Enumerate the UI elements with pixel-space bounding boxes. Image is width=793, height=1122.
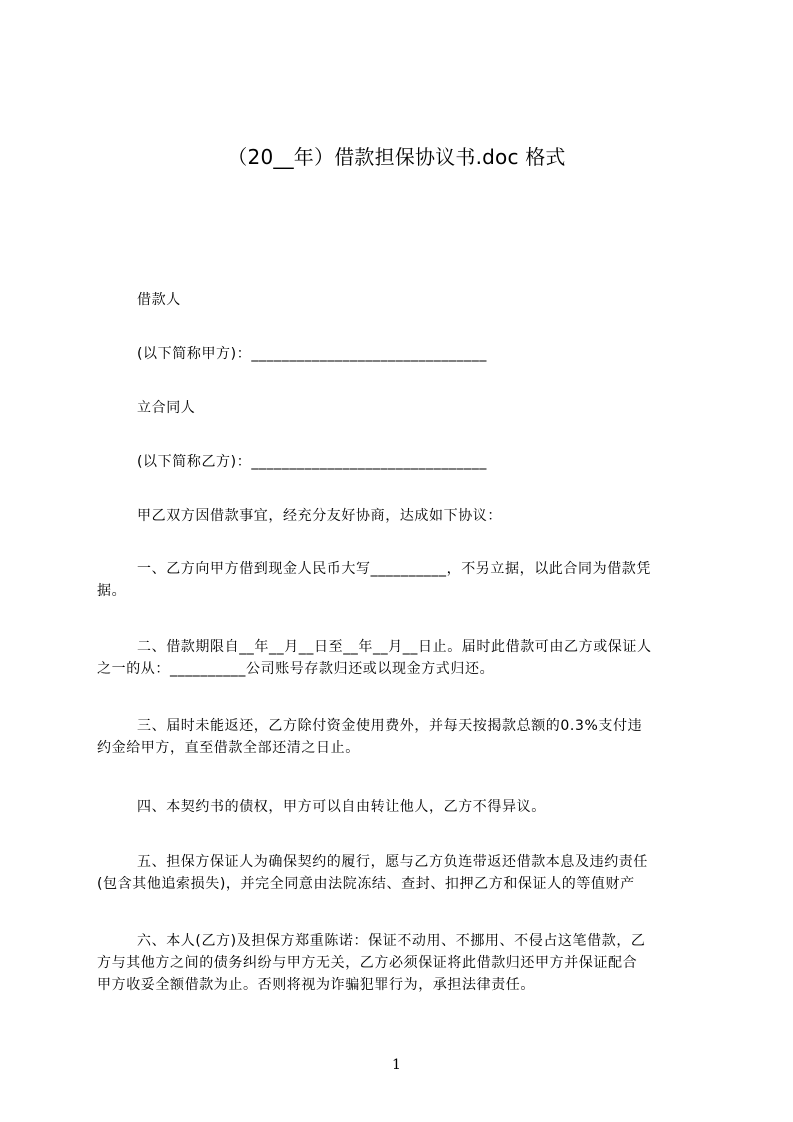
clause-3-line-1: 三、届时未能返还，乙方除付资金使用费外，并每天按揭款总额的0.3%支付违 (137, 718, 643, 734)
co-contractor-label: 立合同人 (137, 400, 196, 416)
clause-3-line-2: 约金给甲方，直至借款全部还清之日止。 (97, 740, 360, 756)
intro-text: 甲乙双方因借款事宜，经充分友好协商，达成如下协议： (137, 508, 502, 524)
clause-4-line-1: 四、本契约书的债权，甲方可以自由转让他人，乙方不得异议。 (137, 799, 546, 815)
borrower-label: 借款人 (137, 292, 181, 308)
borrower-label-paragraph (97, 289, 704, 311)
clause-5-line-1: 五、担保方保证人为确保契约的履行，愿与乙方负连带返还借款本息及违约责任 (137, 854, 648, 870)
clause-1-line-2: 据。 (97, 583, 127, 599)
document-title: （20__年）借款担保协议书.doc 格式 (227, 145, 566, 169)
clause-1-line-1: 一、乙方向甲方借到现金人民币大写__________，不另立据，以此合同为借款凭 (137, 561, 651, 577)
clause-6-line-1: 六、本人(乙方)及担保方郑重陈诺：保证不动用、不挪用、不侵占这笔借款，乙 (137, 933, 646, 949)
clause-1 (97, 558, 704, 602)
clause-2-line-1: 二、借款期限自__年__月__日至__年__月__日止。届时此借款可由乙方或保证人 (137, 639, 652, 655)
clause-5 (97, 851, 704, 895)
clause-4 (97, 796, 704, 818)
borrower-abbrev-paragraph (97, 343, 704, 365)
borrower-abbrev: (以下简称甲方)：_______________________________ (137, 346, 487, 362)
page-number: 1 (392, 1057, 401, 1073)
clause-6-line-3: 甲方收妥全额借款为止。否则将视为诈骗犯罪行为，承担法律责任。 (97, 977, 535, 993)
clause-2-line-2: 之一的从：__________公司账号存款归还或以现金方式归还。 (97, 661, 495, 677)
clause-5-line-2: (包含其他追索损失)，并完全同意由法院冻结、查封、扣押乙方和保证人的等值财产 (97, 876, 635, 892)
clause-6 (97, 930, 704, 996)
clause-3 (97, 715, 704, 759)
co-contractor-abbrev-paragraph (97, 451, 704, 473)
co-contractor-abbrev: (以下简称乙方)：_______________________________ (137, 454, 487, 470)
co-contractor-label-paragraph (97, 397, 704, 419)
clause-2 (97, 636, 704, 680)
intro-paragraph (97, 505, 704, 527)
clause-6-line-2: 方与其他方之间的债务纠纷与甲方无关，乙方必须保证将此借款归还甲方并保证配合 (97, 955, 638, 971)
